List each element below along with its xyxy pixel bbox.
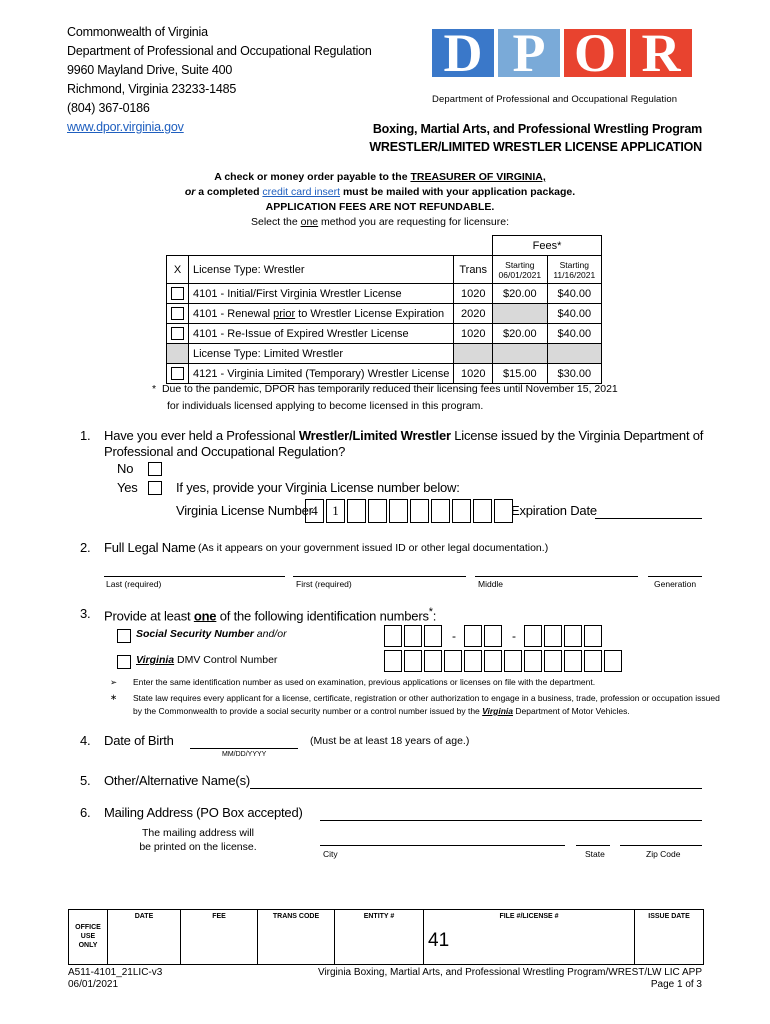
dob-field[interactable] <box>190 748 298 749</box>
first-name-field[interactable] <box>293 576 466 577</box>
logo-letter: D <box>432 29 494 77</box>
license-digit-box[interactable] <box>389 499 408 523</box>
generation-field[interactable] <box>648 576 702 577</box>
non-refundable-notice: APPLICATION FEES ARE NOT REFUNDABLE. <box>265 201 495 213</box>
office-trans-code-header: TRANS CODE <box>258 910 335 965</box>
fee-amount-2: $40.00 <box>547 324 601 344</box>
ssn-digit-box[interactable] <box>384 625 402 647</box>
fee-row <box>167 304 602 324</box>
license-digit-box[interactable] <box>452 499 471 523</box>
q3-text <box>104 606 436 623</box>
q1-text-part: License issued by the Virginia Department of <box>450 428 704 443</box>
fee-row <box>167 284 602 304</box>
ssn-digit-box[interactable] <box>424 625 442 647</box>
logo-subtitle: Department of Professional and Occupational Regulation <box>432 94 678 105</box>
office-file-license-value: 41 <box>428 930 450 951</box>
form-id-block <box>68 967 162 991</box>
fee-amount-2: $40.00 <box>547 284 601 304</box>
license-digit-box[interactable] <box>368 499 387 523</box>
dmv-digit-box[interactable] <box>404 650 422 672</box>
q3-text-part: Provide at least <box>104 608 194 624</box>
q3-star: * <box>428 606 433 618</box>
or-text: or <box>184 186 196 198</box>
state-label: State <box>585 849 605 859</box>
note2-star: ∗ <box>110 692 118 702</box>
ssn-digit-box[interactable] <box>464 625 482 647</box>
ssn-dash: - <box>512 629 516 643</box>
instruction-text: must be mailed with your application package. <box>340 186 576 198</box>
q2-number: 2. <box>80 540 91 555</box>
fee-amount-1: $20.00 <box>493 324 548 344</box>
ssn-checkbox[interactable] <box>117 629 131 643</box>
yes-checkbox[interactable] <box>148 481 162 495</box>
ssn-input[interactable] <box>384 625 604 647</box>
credit-card-insert-link[interactable]: credit card insert <box>262 186 341 198</box>
col-trans-header: Trans <box>454 256 493 284</box>
fee-desc: 4101 - Initial/First Virginia Wrestler License <box>189 284 454 304</box>
prompt-one: one <box>300 216 319 228</box>
alt-name-field[interactable] <box>250 788 702 789</box>
mailing-note <box>133 826 263 854</box>
instruction-text: a completed <box>195 186 263 198</box>
note2-line: State law requires every applicant for a license, certificate, registration or other authorization to engage in a business, trade, profession or occupation issued <box>133 693 720 703</box>
license-digit-box[interactable] <box>431 499 450 523</box>
license-digit-box[interactable]: 1 <box>326 499 345 523</box>
dob-format: MM/DD/YYYY <box>222 751 267 758</box>
city-label: City <box>323 849 338 859</box>
select-checkbox[interactable] <box>171 287 184 300</box>
note2-text-part: Department of Motor Vehicles. <box>513 706 630 716</box>
note2-line <box>133 705 720 718</box>
fee-amount-1 <box>493 304 548 324</box>
license-number-label: Virginia License Number <box>176 503 313 518</box>
dmv-label <box>136 654 277 666</box>
q1-text-part: Have you ever held a Professional <box>104 428 299 443</box>
no-checkbox[interactable] <box>148 462 162 476</box>
license-type-wrestler: License Type: Wrestler <box>189 256 454 284</box>
footer-program: Virginia Boxing, Martial Arts, and Professional Wrestling Program/WREST/LW LIC APP <box>317 967 702 978</box>
fee-trans: 1020 <box>454 284 493 304</box>
prompt-text: Select the <box>250 216 301 228</box>
q2-hint: (As it appears on your government issued ID or other legal documentation.) <box>198 542 549 554</box>
q4-number: 4. <box>80 733 91 748</box>
office-use-label <box>69 910 108 965</box>
footer-right <box>318 967 702 991</box>
note2-text <box>133 692 720 718</box>
footnote-mark: * <box>152 383 157 395</box>
desc-text: to Wrestler License Expiration <box>295 307 445 320</box>
fee-trans: 1020 <box>454 364 493 384</box>
no-label: No <box>117 461 134 476</box>
office-file-license-header: FILE #/LICENSE # <box>499 913 559 920</box>
form-date: 06/01/2021 <box>68 979 119 990</box>
ssn-digit-box[interactable] <box>404 625 422 647</box>
ssn-dash: - <box>452 629 456 643</box>
dmv-digit-box[interactable] <box>504 650 522 672</box>
dmv-label-bold: Virginia <box>136 654 175 666</box>
logo-letter: P <box>498 29 560 77</box>
logo-letter: O <box>564 29 626 77</box>
payee-name: TREASURER OF VIRGINIA, <box>410 171 546 183</box>
header-label: Starting <box>505 259 535 270</box>
dob-label: Date of Birth <box>104 733 174 748</box>
dmv-digit-box[interactable] <box>544 650 562 672</box>
agency-line: Department of Professional and Occupational Regulation <box>67 44 372 58</box>
select-checkbox[interactable] <box>171 327 184 340</box>
footnote-text: Due to the pandemic, DPOR has temporarily reduced their licensing fees until November 15, 2021 <box>161 383 618 395</box>
q3-text-one: one <box>193 608 217 624</box>
last-name-field[interactable] <box>104 576 285 577</box>
ssn-digit-box[interactable] <box>584 625 602 647</box>
note2-text-part: by the Commonwealth to provide a social security number or a control number issued by the <box>133 706 483 716</box>
alt-name-label: Other/Alternative Name(s) <box>104 773 250 788</box>
zip-field[interactable] <box>620 845 702 846</box>
ssn-digit-box[interactable] <box>544 625 562 647</box>
state-field[interactable] <box>576 845 610 846</box>
license-digit-box[interactable] <box>410 499 429 523</box>
fee-row <box>167 324 602 344</box>
dmv-digit-box[interactable] <box>484 650 502 672</box>
office-issue-date-header: ISSUE DATE <box>635 910 704 965</box>
page-number: Page 1 of 3 <box>650 979 702 990</box>
select-checkbox[interactable] <box>171 367 184 380</box>
expiration-label: Expiration Date <box>511 503 597 518</box>
license-digit-box[interactable] <box>473 499 492 523</box>
fee-footnote <box>152 381 618 415</box>
desc-underlined: prior <box>273 307 296 320</box>
agency-phone: (804) 367-0186 <box>67 101 150 115</box>
dmv-digit-box[interactable] <box>424 650 442 672</box>
fee-amount-1: $15.00 <box>493 364 548 384</box>
ssn-and-or: and/or <box>253 628 287 640</box>
office-file-license-cell <box>424 910 635 965</box>
ssn-label-text: Social Security Number <box>136 628 254 640</box>
prompt-text: method you are requesting for licensure: <box>318 216 509 228</box>
agency-line: Commonwealth of Virginia <box>67 25 208 39</box>
mailing-address-label: Mailing Address (PO Box accepted) <box>104 805 303 820</box>
middle-name-field[interactable] <box>475 576 638 577</box>
q5-number: 5. <box>80 773 91 788</box>
dmv-digit-box[interactable] <box>444 650 462 672</box>
dmv-label-rest: DMV Control Number <box>174 654 278 666</box>
dmv-control-input[interactable] <box>384 650 624 672</box>
yes-hint: If yes, provide your Virginia License number below: <box>176 480 460 495</box>
col-x-header: X <box>167 256 189 284</box>
fee-desc <box>189 304 454 324</box>
ssn-digit-box[interactable] <box>484 625 502 647</box>
mailing-note-line: The mailing address will <box>141 827 255 839</box>
select-checkbox[interactable] <box>171 307 184 320</box>
dmv-digit-box[interactable] <box>584 650 602 672</box>
mailing-note-line: be printed on the license. <box>139 841 257 853</box>
dmv-digit-box[interactable] <box>464 650 482 672</box>
q3-number: 3. <box>80 606 91 621</box>
dmv-digit-box[interactable] <box>524 650 542 672</box>
fee-trans: 1020 <box>454 324 493 344</box>
agency-address <box>67 23 372 137</box>
office-label-line: OFFICE <box>75 924 101 931</box>
note1-arrow: ➢ <box>110 677 118 687</box>
agency-line: Richmond, Virginia 23233-1485 <box>67 82 237 96</box>
first-name-label: First (required) <box>296 579 352 589</box>
city-field[interactable] <box>320 845 565 846</box>
ssn-label <box>136 628 287 640</box>
q6-number: 6. <box>80 805 91 820</box>
middle-name-label: Middle <box>478 579 504 589</box>
fee-desc: 4101 - Re-Issue of Expired Wrestler License <box>189 324 454 344</box>
q3-colon: : <box>432 608 437 624</box>
license-type-limited: License Type: Limited Wrestler <box>189 344 454 364</box>
license-digit-box[interactable]: 4 <box>305 499 324 523</box>
q1-text-line2: Professional and Occupational Regulation? <box>104 444 346 459</box>
generation-label: Generation <box>654 579 697 589</box>
expiration-date-field[interactable] <box>595 518 702 519</box>
logo-letter: R <box>630 29 692 77</box>
instruction-line-1 <box>100 170 660 185</box>
q1-text-bold: Wrestler/Limited Wrestler <box>298 428 451 443</box>
license-digit-box[interactable] <box>347 499 366 523</box>
office-label-line: ONLY <box>78 942 98 949</box>
office-fee-header: FEE <box>181 910 258 965</box>
fee-desc: 4121 - Virginia Limited (Temporary) Wrestler License <box>189 364 454 384</box>
ssn-digit-box[interactable] <box>524 625 542 647</box>
dmv-digit-box[interactable] <box>564 650 582 672</box>
q3-text-part: of the following identification numbers <box>216 608 429 624</box>
yes-label: Yes <box>117 480 138 495</box>
fees-table <box>166 235 602 384</box>
fee-amount-1: $20.00 <box>493 284 548 304</box>
form-title: WRESTLER/LIMITED WRESTLER LICENSE APPLICATION <box>369 140 702 154</box>
fees-header: Fees* <box>493 236 602 256</box>
col-start2-header <box>547 256 601 284</box>
street-address-field[interactable] <box>320 820 702 821</box>
website-link[interactable]: www.dpor.virginia.gov <box>67 120 184 134</box>
office-entity-header: ENTITY # <box>335 910 424 965</box>
dob-note: (Must be at least 18 years of age.) <box>310 735 470 747</box>
form-id: A511-4101_21LIC-v3 <box>68 967 163 978</box>
instruction-line-2 <box>100 185 660 200</box>
fee-amount-2: $30.00 <box>547 364 601 384</box>
agency-line: 9960 Mayland Drive, Suite 400 <box>67 63 233 77</box>
select-method-prompt <box>100 215 660 230</box>
license-number-input[interactable] <box>305 499 515 523</box>
ssn-digit-box[interactable] <box>564 625 582 647</box>
note1-text: Enter the same identification number as used on examination, previous applications or licenses on file with the department. <box>133 677 596 687</box>
office-date-header: DATE <box>108 910 181 965</box>
desc-text: 4101 - Renewal <box>193 307 274 320</box>
q2-label: Full Legal Name <box>104 540 196 555</box>
dmv-digit-box[interactable] <box>604 650 622 672</box>
office-use-table <box>68 909 704 965</box>
note2-bold: Virginia <box>482 706 514 716</box>
q1-text <box>104 428 704 444</box>
header-date: 06/01/2021 <box>498 269 542 280</box>
fee-trans: 2020 <box>454 304 493 324</box>
dmv-checkbox[interactable] <box>117 655 131 669</box>
office-label-line: USE <box>80 933 96 940</box>
footnote-text: for individuals licensed applying to become licensed in this program. <box>167 400 484 412</box>
last-name-label: Last (required) <box>106 579 162 589</box>
dpor-logo <box>432 29 692 105</box>
fee-amount-2: $40.00 <box>547 304 601 324</box>
zip-label: Zip Code <box>646 849 681 859</box>
header-date: 11/16/2021 <box>553 269 596 280</box>
payment-instructions <box>100 170 660 230</box>
header-label: Starting <box>559 259 589 270</box>
instruction-text: A check or money order payable to the <box>214 171 411 183</box>
dmv-digit-box[interactable] <box>384 650 402 672</box>
col-start1-header <box>493 256 548 284</box>
program-title: Boxing, Martial Arts, and Professional Wrestling Program <box>372 122 702 136</box>
q1-number: 1. <box>80 428 91 443</box>
